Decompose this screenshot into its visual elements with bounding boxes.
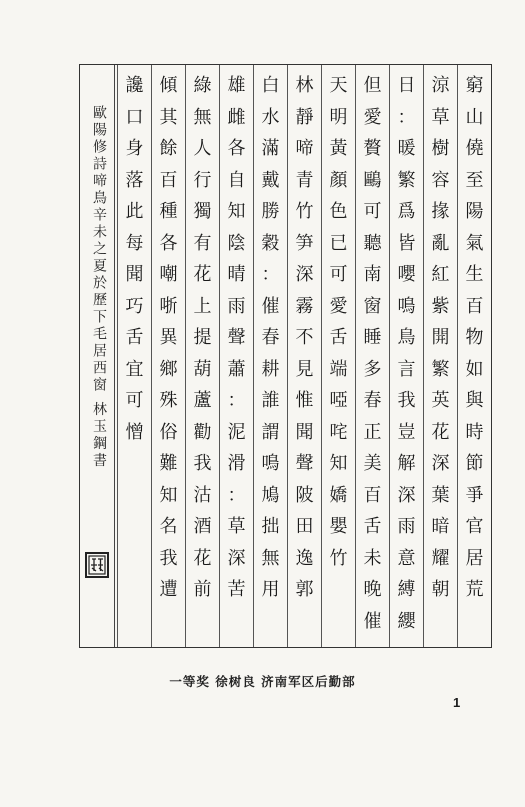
character-cell: 啞: [329, 390, 348, 411]
calligraphy-sheet: [79, 64, 492, 648]
character-cell: 知: [159, 484, 178, 506]
character-cell: 亂: [431, 232, 450, 254]
character-cell: 未: [363, 547, 382, 569]
character-cell: 上: [193, 295, 212, 317]
character-cell: 笋: [295, 232, 314, 254]
character-cell: 居: [465, 547, 484, 569]
character-cell: 物: [465, 327, 484, 348]
character-cell: 種: [159, 201, 178, 222]
character-cell: 嚶: [397, 264, 416, 285]
text-column: [151, 65, 185, 647]
character-cell: 愛: [329, 295, 348, 317]
character-cell: 可: [125, 390, 144, 411]
character-cell: 巧: [125, 295, 144, 317]
character-cell: 言: [397, 358, 416, 380]
character-cell: 掾: [431, 201, 450, 222]
character-cell: 山: [465, 106, 484, 128]
character-cell: 晴: [227, 264, 246, 285]
character-cell: 窮: [465, 75, 484, 96]
character-cell: 顏: [329, 169, 348, 191]
character-cell: 霧: [295, 295, 314, 317]
character-cell: 舌: [125, 327, 144, 348]
character-cell: ：: [261, 264, 280, 285]
character-cell: 葫: [193, 358, 212, 380]
character-cell: 贅: [363, 138, 382, 159]
character-cell: 僥: [465, 138, 484, 159]
character-cell: 陰: [227, 232, 246, 254]
character-cell: 酒: [193, 516, 212, 537]
character-cell: 竹: [329, 547, 348, 569]
character-cell: ：: [227, 484, 246, 506]
character-cell: 深: [397, 484, 416, 506]
character-cell: 餘: [159, 138, 178, 159]
character-cell: 鳩: [261, 484, 280, 506]
character-cell: 官: [465, 516, 484, 537]
character-cell: 雨: [227, 295, 246, 317]
text-column: [185, 65, 219, 647]
character-cell: 花: [193, 264, 212, 285]
character-cell: 青: [295, 169, 314, 191]
character-cell: 啼: [295, 138, 314, 159]
character-cell: 蘆: [193, 390, 212, 411]
character-cell: 有: [193, 232, 212, 254]
character-cell: ：: [397, 106, 416, 128]
character-cell: 皆: [397, 232, 416, 254]
character-cell: 百: [363, 484, 382, 506]
character-cell: 憎: [125, 421, 144, 443]
character-cell: 惟: [295, 390, 314, 411]
character-cell: 舌: [363, 516, 382, 537]
character-cell: 傾: [159, 75, 178, 96]
character-cell: 暗: [431, 516, 450, 537]
character-cell: 深: [431, 453, 450, 474]
character-cell: 水: [261, 106, 280, 128]
character-cell: 靜: [295, 106, 314, 128]
character-cell: 催: [363, 610, 382, 632]
character-cell: 綠: [193, 75, 212, 96]
character-cell: 花: [193, 547, 212, 569]
character-cell: 俗: [159, 421, 178, 443]
character-cell: 名: [159, 516, 178, 537]
character-cell: 葉: [431, 484, 450, 506]
character-cell: 用: [261, 579, 280, 600]
character-cell: 各: [159, 232, 178, 254]
character-cell: 身: [125, 138, 144, 159]
character-cell: 天: [329, 75, 348, 96]
character-cell: 無: [261, 547, 280, 569]
character-cell: 勸: [193, 421, 212, 443]
character-cell: 聽: [363, 232, 382, 254]
caption: 一等奖 徐树良 济南军区后勤部: [169, 674, 356, 689]
character-cell: 可: [329, 264, 348, 285]
character-cell: 氣: [465, 232, 484, 254]
character-cell: 樹: [431, 138, 450, 159]
character-cell: 深: [227, 547, 246, 569]
text-column: [321, 65, 355, 647]
character-cell: 苦: [227, 579, 246, 600]
character-cell: 如: [465, 358, 484, 380]
character-cell: 爲: [397, 201, 416, 222]
character-cell: 鳴: [397, 295, 416, 317]
character-cell: 遭: [159, 579, 178, 600]
character-cell: 知: [329, 453, 348, 474]
character-cell: 繁: [431, 358, 450, 380]
character-cell: 耀: [431, 547, 450, 569]
character-cell: 林: [295, 75, 314, 96]
character-cell: 聞: [125, 264, 144, 285]
character-cell: 前: [193, 579, 212, 600]
character-cell: 舌: [329, 327, 348, 348]
character-cell: 涼: [431, 75, 450, 96]
character-cell: 與: [465, 390, 484, 411]
character-cell: 睡: [363, 327, 382, 348]
character-cell: 各: [227, 138, 246, 159]
character-cell: 見: [295, 358, 314, 380]
character-cell: 滿: [261, 138, 280, 159]
character-cell: 鄉: [159, 358, 178, 380]
character-cell: 田: [295, 516, 314, 537]
character-cell: 百: [465, 295, 484, 317]
character-cell: 解: [397, 453, 416, 474]
text-grid: [115, 65, 491, 647]
character-cell: 其: [159, 106, 178, 128]
character-cell: 不: [295, 327, 314, 348]
character-cell: 正: [363, 421, 382, 443]
character-cell: 宜: [125, 358, 144, 380]
character-cell: 日: [397, 75, 416, 96]
character-cell: 泥: [227, 421, 246, 443]
seal-stamp: [85, 552, 109, 578]
character-cell: 聞: [295, 421, 314, 443]
character-cell: 每: [125, 232, 144, 254]
text-column: [287, 65, 321, 647]
character-cell: 節: [465, 453, 484, 474]
character-cell: 白: [261, 75, 280, 96]
character-cell: 行: [193, 169, 212, 191]
character-cell: 雌: [227, 106, 246, 128]
character-cell: 爭: [465, 484, 484, 506]
character-cell: 竹: [295, 201, 314, 222]
character-cell: 色: [329, 201, 348, 222]
character-cell: 提: [193, 327, 212, 348]
character-cell: 耕: [261, 358, 280, 380]
character-cell: 滑: [227, 453, 246, 474]
character-cell: 陂: [295, 484, 314, 506]
character-cell: 已: [329, 232, 348, 254]
character-cell: 纓: [397, 610, 416, 632]
character-cell: 聲: [295, 453, 314, 474]
character-cell: 催: [261, 295, 280, 317]
character-cell: 朝: [431, 579, 450, 600]
character-cell: 時: [465, 421, 484, 443]
character-cell: 口: [125, 106, 144, 128]
character-cell: 深: [295, 264, 314, 285]
character-cell: 荒: [465, 579, 484, 600]
page-number: 1: [453, 695, 461, 710]
character-cell: 紫: [431, 295, 450, 317]
character-cell: 雨: [397, 516, 416, 537]
character-cell: 愛: [363, 106, 382, 128]
character-cell: 鳴: [261, 453, 280, 474]
character-cell: ：: [227, 390, 246, 411]
character-cell: 鳥: [397, 327, 416, 348]
character-cell: 暖: [397, 138, 416, 159]
character-cell: 嘲: [159, 264, 178, 285]
character-cell: 繁: [397, 169, 416, 191]
character-cell: 多: [363, 358, 382, 380]
character-cell: 但: [363, 75, 382, 96]
character-cell: 難: [159, 453, 178, 474]
character-cell: 窗: [363, 295, 382, 317]
character-cell: 無: [193, 106, 212, 128]
character-cell: 哳: [159, 295, 178, 317]
character-cell: 南: [363, 264, 382, 285]
text-column: [457, 65, 491, 647]
character-cell: 鷗: [363, 169, 382, 191]
character-cell: 我: [193, 453, 212, 474]
character-cell: 紅: [431, 264, 450, 285]
character-cell: 可: [363, 201, 382, 222]
character-cell: 謂: [261, 421, 280, 443]
character-cell: 至: [465, 169, 484, 191]
character-cell: 穀: [261, 232, 280, 254]
character-cell: 生: [465, 264, 484, 285]
character-cell: 知: [227, 201, 246, 222]
character-cell: 勝: [261, 201, 280, 222]
character-cell: 草: [227, 516, 246, 537]
text-column: [389, 65, 423, 647]
character-cell: 獨: [193, 201, 212, 222]
character-cell: 戴: [261, 169, 280, 191]
character-cell: 逸: [295, 547, 314, 569]
character-cell: 蕭: [227, 358, 246, 380]
character-cell: 陽: [465, 201, 484, 222]
character-cell: 雄: [227, 75, 246, 96]
character-cell: 聲: [227, 327, 246, 348]
character-cell: 嬌: [329, 484, 348, 506]
character-cell: 讒: [125, 75, 144, 96]
character-cell: 沽: [193, 484, 212, 506]
character-cell: 英: [431, 390, 450, 411]
text-column: [423, 65, 457, 647]
character-cell: 殊: [159, 390, 178, 411]
character-cell: 美: [363, 453, 382, 474]
character-cell: 自: [227, 169, 246, 191]
character-cell: 縛: [397, 579, 416, 600]
character-cell: 異: [159, 327, 178, 348]
character-cell: 草: [431, 106, 450, 128]
character-cell: 端: [329, 358, 348, 380]
text-column: [219, 65, 253, 647]
character-cell: 黃: [329, 138, 348, 159]
character-cell: 百: [159, 169, 178, 191]
text-column: [355, 65, 389, 647]
text-column: [253, 65, 287, 647]
text-column: [117, 65, 151, 647]
character-cell: 咤: [329, 421, 348, 443]
character-cell: 意: [397, 547, 416, 569]
inscription-text: 歐陽修詩啼鳥辛未之夏於歷下毛居西窗 林玉鋼書: [91, 105, 107, 470]
character-cell: 容: [431, 169, 450, 191]
inscription-column: [80, 65, 115, 647]
character-cell: 誰: [261, 390, 280, 411]
character-cell: 人: [193, 138, 212, 159]
character-cell: 春: [261, 327, 280, 348]
character-cell: 開: [431, 327, 450, 348]
character-cell: 落: [125, 169, 144, 191]
character-cell: 此: [125, 201, 144, 222]
character-cell: 我: [159, 547, 178, 569]
character-cell: 明: [329, 106, 348, 128]
character-cell: 郭: [295, 579, 314, 600]
character-cell: 花: [431, 421, 450, 443]
character-cell: 拙: [261, 516, 280, 537]
character-cell: 豈: [397, 421, 416, 443]
character-cell: 晚: [363, 579, 382, 600]
character-cell: 我: [397, 390, 416, 411]
character-cell: 嬰: [329, 516, 348, 537]
character-cell: 春: [363, 390, 382, 411]
